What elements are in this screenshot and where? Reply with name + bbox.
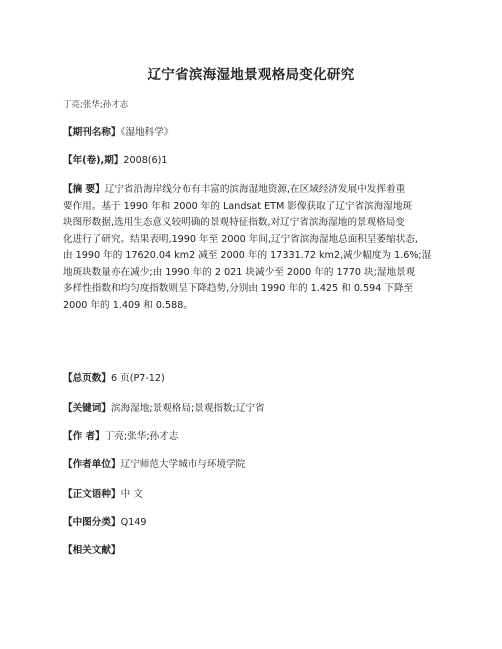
pages-value: 6 页(P7-12) — [110, 373, 165, 384]
journal-field — [63, 126, 447, 140]
related-label: 【相关文献】 — [63, 545, 121, 556]
abstract-label: 【摘 要】 — [63, 184, 105, 195]
year-issue-label: 【年(卷),期】 — [63, 155, 124, 166]
related-field — [63, 544, 447, 558]
abstract-line: 地斑块数量亦在减少;由 1990 年的 2 021 块减少至 2000 年的 1770 块;湿地景观 — [63, 266, 416, 278]
abstract-line: 由 1990 年的 17620.04 km2 减至 2000 年的 17331.72 km2,减少幅度为 1.6%;湿 — [63, 250, 432, 261]
clc-label: 【中图分类】 — [63, 517, 121, 528]
language-field — [63, 488, 447, 502]
abstract-line: 2000 年的 1.409 和 0.588。 — [63, 299, 193, 311]
affiliation-label: 【作者单位】 — [63, 459, 121, 470]
language-value: 中 文 — [120, 489, 143, 500]
abstract-line: 多样性指数和均匀度指数则呈下降趋势,分别由 1990 年的 1.425 和 0.594 下降至 — [63, 283, 414, 294]
affiliation-value: 辽宁师范大学城市与环境学院 — [120, 459, 246, 470]
abstract-line — [63, 182, 447, 199]
abstract-line: 化进行了研究。结果表明,1990 年至 2000 年间,辽宁省滨海湿地总面积呈萎缩状态, — [63, 233, 418, 245]
year-issue-value: 2008(6)1 — [123, 155, 168, 166]
abstract-line: 块图形数据,选用生态意义较明确的景观特征指数,对辽宁省滨海湿地的景观格局变 — [63, 217, 405, 228]
pages-field — [63, 372, 447, 386]
author-value: 丁亮;张华;孙才志 — [104, 431, 179, 442]
page-title: 辽宁省滨海湿地景观格局变化研究 — [147, 67, 355, 83]
author-line: 丁亮;张华;孙才志 — [63, 100, 129, 110]
abstract-field — [63, 182, 447, 314]
journal-label: 【期刊名称】 — [63, 127, 121, 138]
keywords-value: 滨海湿地;景观格局;景观指数;辽宁省 — [110, 403, 265, 414]
clc-value: Q149 — [120, 517, 147, 528]
author-label: 【作 者】 — [63, 431, 105, 442]
language-label: 【正文语种】 — [63, 489, 121, 500]
affiliation-field — [63, 458, 447, 472]
abstract-line: 要作用。基于 1990 年和 2000 年的 Landsat ETM 影像获取了辽宁省滨海湿地斑 — [63, 200, 413, 212]
keywords-field — [63, 402, 447, 416]
abstract-text: 辽宁省沿海岸线分布有丰富的滨海湿地资源,在区域经济发展中发挥着重 — [104, 184, 406, 195]
clc-field — [63, 516, 447, 530]
pages-label: 【总页数】 — [63, 373, 111, 384]
year-issue-field — [63, 154, 447, 168]
author-field — [63, 430, 447, 444]
journal-value: 《湿地科学》 — [120, 127, 174, 138]
keywords-label: 【关键词】 — [63, 403, 111, 414]
